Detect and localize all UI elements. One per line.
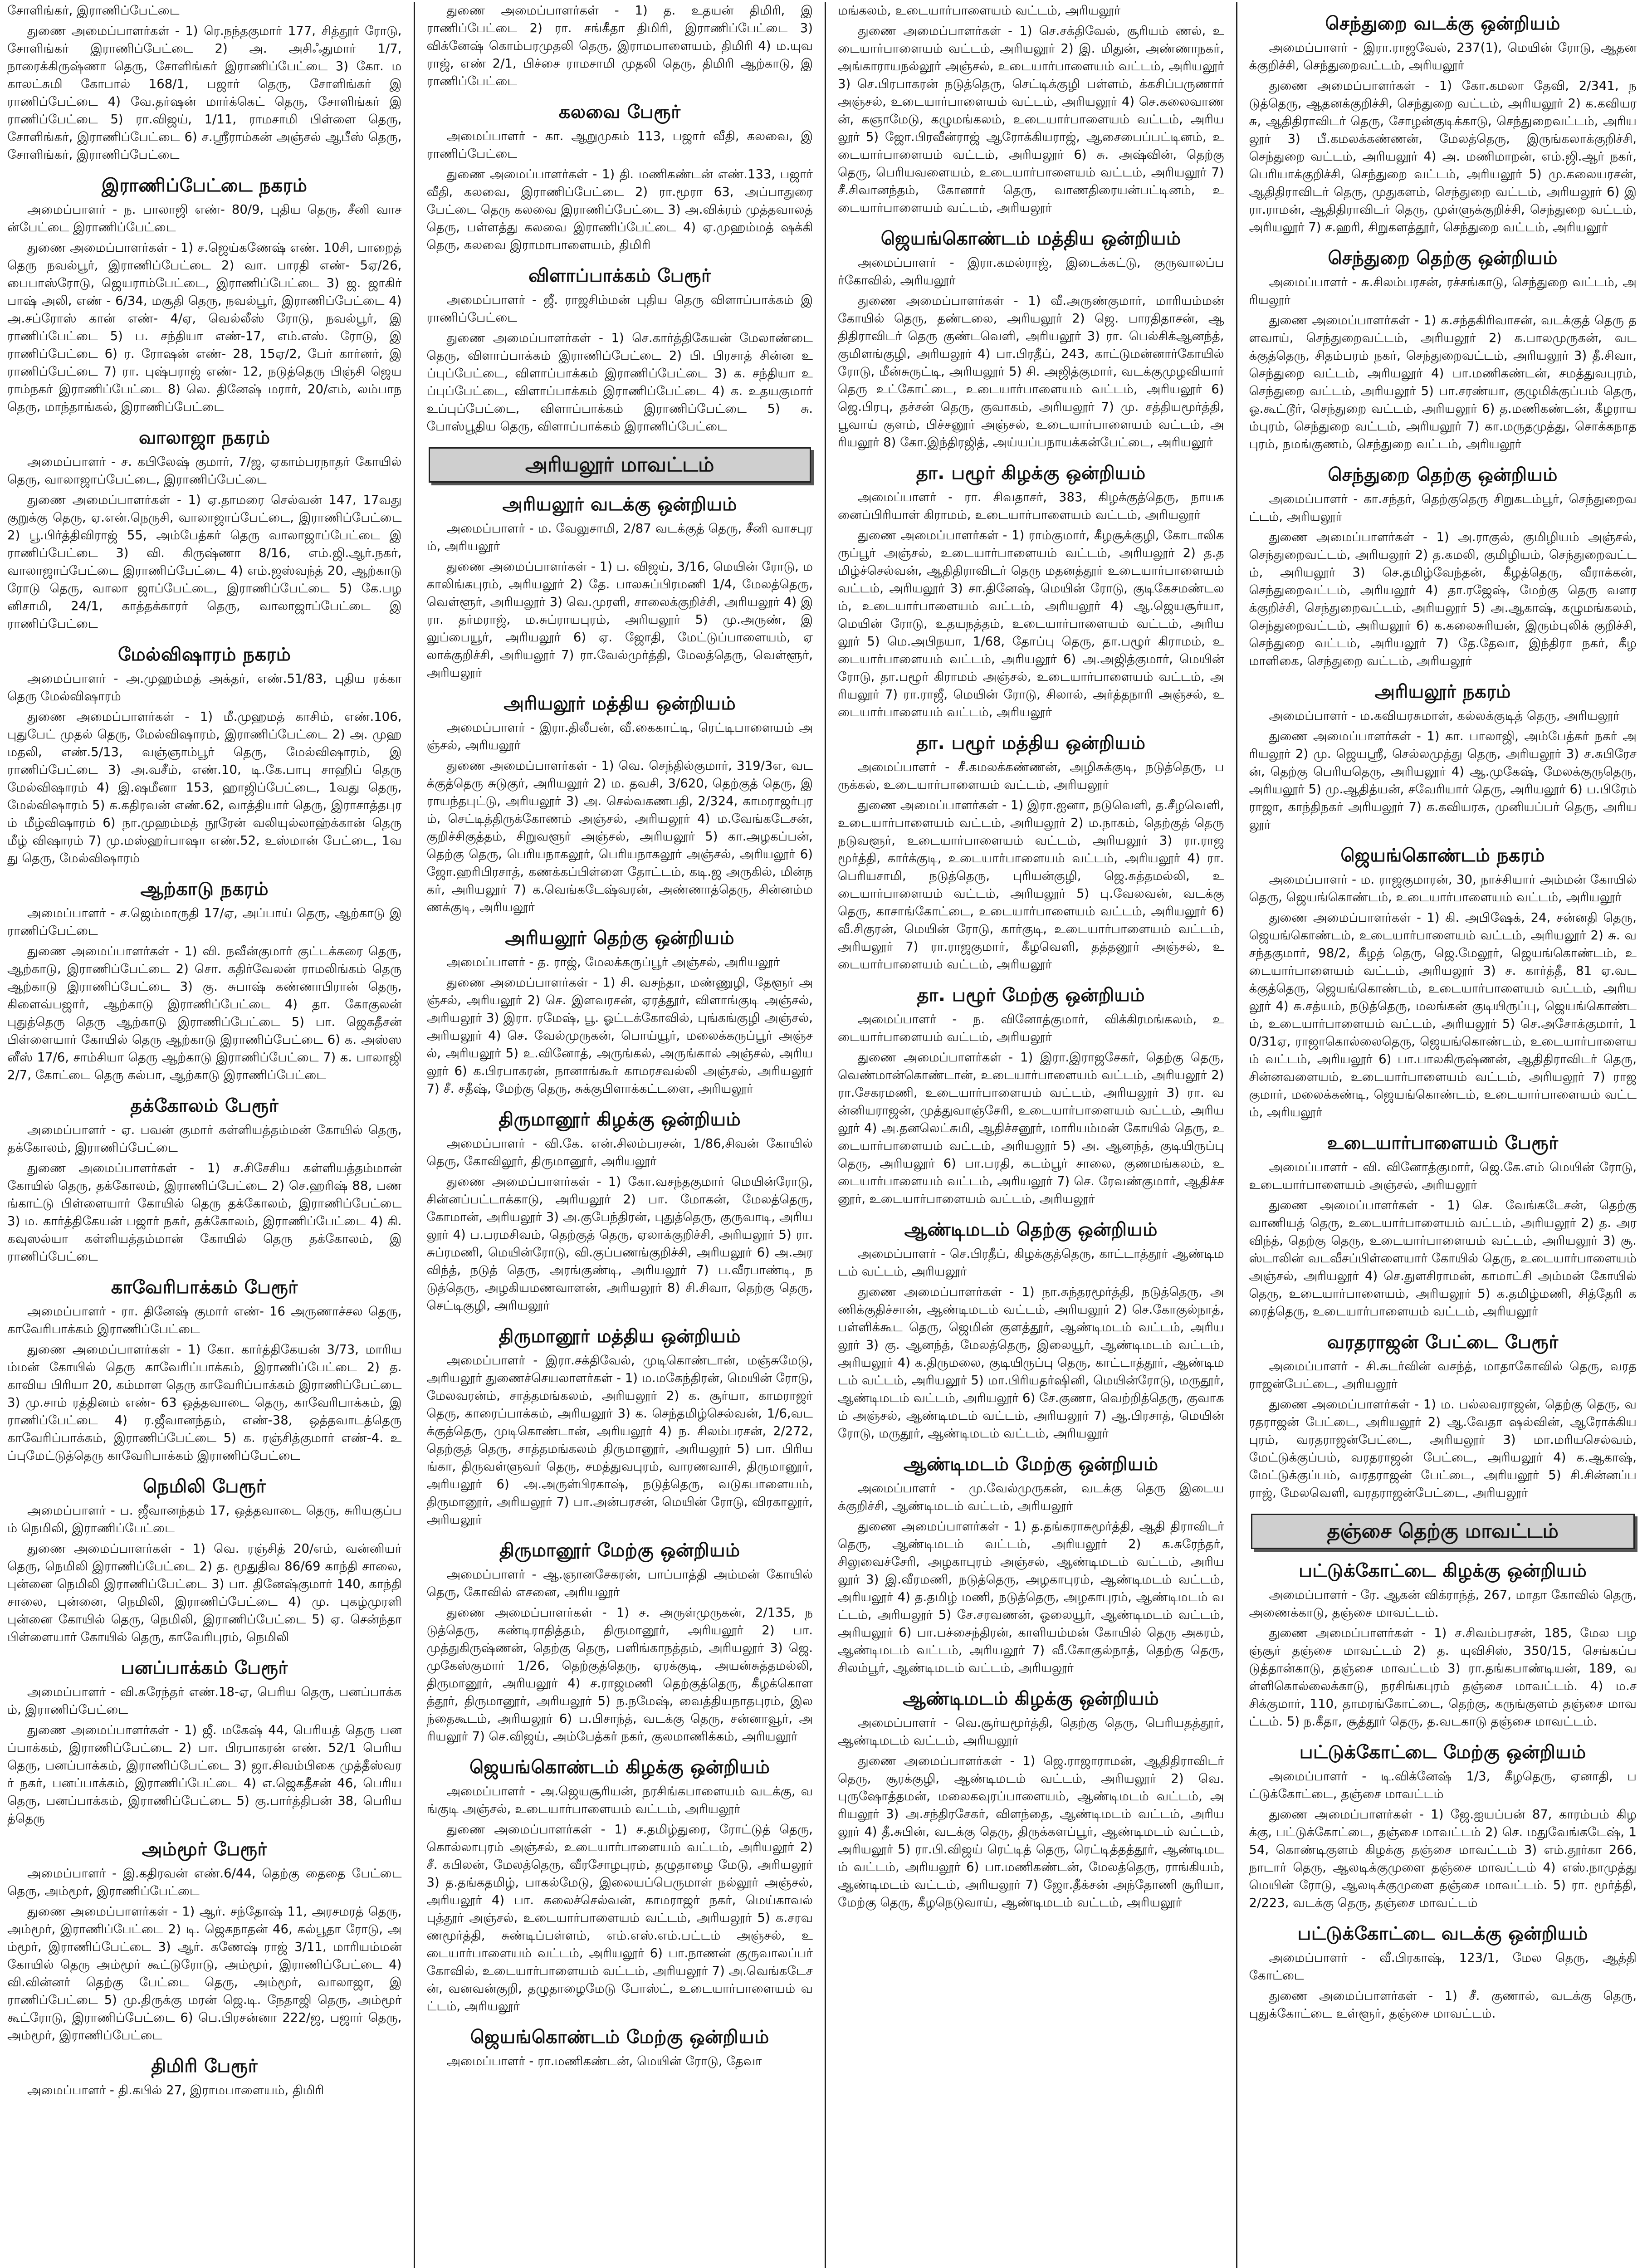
- member-listing: துணை அமைப்பாளர்கள் - 1) க.சந்தகிரிவாசன், வடக்குத் தெரு தளவாய், செந்துறைவட்டம், அரியலூர் 2) க.பாலமுருகன், வடக்குத்தெரு, சிதம்பரம் நகர், செந்துறைவட்டம், அரியலூர் 3) தீ.சிவா, செந்துறை வட்டம், அரியலூர் 4) பா.மணிகண்டன், சமத்துவபுரம், செந்துறை வட்டம், அரியலூர் 5) பா.சரண்யா, குழுமிக்குப்பம் தெரு, ஓ.கூட்டூர், செந்துறை வட்டம், அரியலூர் 6) த.மணிகண்டன், கீழராயம்புரம், செந்துறை வட்டம், அரியலூர் 7) கா.மருதமுத்து, சொக்கநாதபுரம், நமங்குணம், செந்துறை வட்டம், அரியலூர்: [1249, 313, 1637, 451]
- section-heading: திமிரி பேரூர்: [151, 2056, 258, 2077]
- member-listing: துணை அமைப்பாளர்கள் - 1) வி. நவீன்குமார் குட்டக்கரை தெரு, ஆற்காடு, இராணிப்பேட்டை 2) சொ. கதிர்வேலன் ராமலிங்கம் தெரு ஆற்காடு இராணிப்பேட்டை 3) கு. சுபாஷ் கண்ணாபிரான் தெரு, கிளைவ்பஜார், ஆற்காடு இராணிப்பேட்டை 4) தா. கோகுலன் புதுத்தெரு தெரு ஆற்காடு இராணிப்பேட்டை 5) பா. ஜெகதீசன் பிள்ளையார் கோயில் தெரு ஆற்காடு இராணிப்பேட்டை 6) க. அஸ்ஸனீஸ் 17/6, சாம்சியா தெரு ஆற்காடு இராணிப்பேட்டை 7) க. பாலாஜி 2/7, கோட்டை தெரு கல்பா, ஆற்காடு இராணிப்பேட்டை: [7, 944, 402, 1082]
- member-listing: துணை அமைப்பாளர்கள் - 1) செ.சக்திவேல், சூரியம் ணல், உடையார்பாளையம் வட்டம், அரியலூர் 2) இ. மிதுன், அண்ணாநகர், அங்காராயநல்லூர் அஞ்சல், உடையார்பாளையம் வட்டம், அரியலூர் 3) செ.பிரபாகரன் நடுத்தெரு, செட்டிக்குழி பள்ளம், க்கசிப்பருணார் அஞ்சல், உடையார்பாளையம் வட்டம், அரியலூர் 4) செ.கலைவாணன், கஞாமேடு, கழுமங்கலம், உடையார்பாளையம் வட்டம், அரியலூர் 5) ஜோ.பிரவீன்ராஜ் ஆரோக்கியராஜ், ஆசைபைப்பட்டினம், உடையார்பாளையம் வட்டம், அரியலூர் 6) சு. அஷ்வின், தெற்கு தெரு, பெரியவளையம், உடையார்பாளையம் வட்டம், அரியலூர் 7) சீ.சிவானந்தம், கோனார் தெரு, வாணதிரையன்பட்டினம், உடையார்பாளையம் வட்டம், அரியலூர்: [838, 24, 1224, 215]
- column-2: [415, 2, 826, 2268]
- member-listing: அமைப்பாளர் - ம. ராஜகுமாரன், 30, நாச்சியார் அம்மன் கோயில் தெரு, ஜெயங்கொண்டம், உடையார்பாளையம் வட்டம், அரியலூர்: [1249, 872, 1637, 904]
- member-listing: அமைப்பாளர் - இரா.கமல்ராஜ், இடைக்கட்டு, குருவாலப்பர்கோவில், அரியலூர்: [838, 255, 1224, 288]
- section-heading: அம்மூர் பேரூர்: [142, 1839, 267, 1860]
- member-listing: துணை அமைப்பாளர்கள் - 1) ஏ.தாமரை செல்வன் 147, 17வது குறுக்கு தெரு, ஏ.என்.நெருசி, வாலாஜாப்பேட்டை, இராணிப்பேட்டை 2) பூ.பிர்த்திவிராஜ் 55, அம்பேத்கர் தெரு வாலாஜாப்பேட்டை இராணிப்பேட்டை 3) வி. கிருஷ்ணா 8/16, எம்.ஜி.ஆர்.நகர், வாலாஜாப்பேட்டை இராணிப்பேட்டை 4) எம்.ஜஸ்வந்த் 20, ஆற்காடு ரோடு தெரு, வாலா ஜாப்பேட்டை, இராணிப்பேட்டை 5) கே.பழனிசாமி, 24/1, காத்தக்காரர் தெரு, வாலாஜாப்பேட்டை இராணிப்பேட்டை: [7, 493, 402, 631]
- member-listing: துணை அமைப்பாளர்கள் - 1) வெ. ரஞ்சித் 20/எம், வன்னியர் தெரு, நெமிலி இராணிப்பேட்டை 2) த. மூதுதிவ 86/69 காந்தி சாலை, புன்னை நெமிலி இராணிப்பேட்டை 3) பா. தினேஷ்குமார் 140, காந்தி சாலை, புன்னை, நெமிலி, இராணிப்பேட்டை 4) மு. புகழ்முரளி புன்னை கோயில் தெரு, நெமிலி, இராணிப்பேட்டை 5) ஏ. சென்ந்தா பிள்ளையார் கோயில் தெரு, காவேரிபுரம், நெமிலி: [7, 1541, 402, 1644]
- member-listing: துணை அமைப்பாளர்கள் - 1) அ.ராகுல், குமிழியம் அஞ்சல், செந்துறைவட்டம், அரியலூர் 2) த.கமலி, குமிழியம், செந்துறைவட்டம், அரியலூர் 3) செ.தமிழ்வேந்தன், கீழத்தெரு, வீராக்கன், செந்துறைவட்டம், அரியலூர் 4) தா.ரஜேஷ், மேற்கு தெரு வளரக்குறிச்சி, செந்துறைவட்டம், அரியலூர் 5) அ.ஆகாஷ், கழுமங்கலம், செந்துறைவட்டம், அரியலூர் 6) க.கலைசுரியன், இரும்புலிக் குறிச்சி, செந்துறை வட்டம், அரியலூர் 7) தே.தேவா, இந்திரா நகர், கீழமாளிகை, செந்துறை வட்டம், அரியலூர்: [1249, 530, 1637, 668]
- section-heading: ஆண்டிமடம் தெற்கு ஒன்றியம்: [904, 1219, 1158, 1240]
- column-4: [1237, 2, 1649, 2268]
- member-listing: துணை அமைப்பாளர்கள் - 1) இரா.ஐனா, நடுவெளி, த.சீழவெளி, உடையார்பாளையம் வட்டம், அரியலூர் 2) ம.நாகம், தெற்குத் தெரு நடுவளூர், உடையார்பாளையம் வட்டம், அரியலூர் 3) ரா.ராஜமூர்த்தி, கார்க்குடி, உடையார்பாளையம் வட்டம், அரியலூர் 4) ரா.பெரியசாமி, நடுத்தெரு, புரியன்குழி, ஜெ.சுத்தமல்லி, உடையார்பாளையம் வட்டம், அரியலூர் 5) பு.வேலவன், வடக்கு தெரு, காசாங்கோட்டை, உடையார்பாளையம் வட்டம், அரியலூர் 6) வீ.சிகுரன், மெயின் ரோடு, கார்குடி, உடையார்பாளையம் வட்டம், அரியலூர் 7) ரா.ராஜகுமார், கீழவெளி, தத்தனூர் அஞ்சல், உடையார்பாளையம் வட்டம், அரியலூர்: [838, 798, 1224, 972]
- member-listing: அமைப்பாளர் - மு.வேல்முருகன், வடக்கு தெரு இடையக்குறிச்சி, ஆண்டிமடம் வட்டம், அரியலூர்: [838, 1481, 1224, 1513]
- member-listing: அமைப்பாளர் - ரா. தினேஷ் குமார் எண்- 16 அருணாச்சல தெரு, காவேரிபாக்கம் இராணிப்பேட்டை: [7, 1304, 402, 1336]
- member-listing: துணை அமைப்பாளர்கள் - 1) செ. வேங்கடேசன், தெற்கு வாணியத் தெரு, உடையார்பாளையம் வட்டம், அரியலூர் 2) த. அரவிந்த், தெற்கு தெரு, உடையார்பாளையம் வட்டம், அரியலூர் 3) சூ.ஸ்டாலின் வடவீசப்பிள்ளையார் கோயில் தெரு, உடையார்பாளையம் அஞ்சல், அரியலூர் 4) செ.துளசிராமன், காமாட்சி அம்மன் கோயில் தெரு, உடையார்பாளையம், அரியலூர் 5) க.தமிழ்மணி, சித்தேரி கரைத்தெரு, உடையார்பாளையம் வட்டம், அரியலூர்: [1249, 1198, 1637, 1319]
- member-listing: துணை அமைப்பாளர்கள் - 1) கி. அபிஷேக், 24, சன்னதி தெரு, ஜெயங்கொண்டம், உடையார்பாளையம் வட்டம், அரியலூர் 2) சு. வசந்தகுமார், 98/2, கீழத் தெரு, ஜெ.மேலூர், ஜெயங்கொண்டம், உடையார்பாளையம் வட்டம், அரியலூர் 3) ச. கார்த்தீ, 81 ஏ.வடக்குத்தெரு, ஜெயங்கொண்டம், உடையார்பாளையம் வட்டம், அரியலூர் 4) சு.சத்யம், நடுத்தெரு, மலங்கன் குடியிருப்பு, ஜெயங்கொண்டம், உடையார்பாளையம் வட்டம், அரியலூர் 5) செ.அசோக்குமார், 10/31ஏ, ராஜாகொல்லைதெரு, ஜெயங்கொண்டம், உடையார்பாளையம் வட்டம், அரியலூர் 6) பா.பாலகிருஷ்ணன், ஆதிதிராவிடர் தெரு, சின்னவளையம், உடையார்பாளையம் வட்டம், அரியலூர் 7) ராஜகுமார், மலைக்கண்டி, ஜெயங்கொண்டம், உடையார்பாளையம் வட்டம், அரியலூர்: [1249, 910, 1637, 1119]
- member-listing: அமைப்பாளர் - ம. வேலுசாமி, 2/87 வடக்குத் தெரு, சீனி வாசபுரம், அரியலூர்: [426, 521, 813, 553]
- section-heading: பட்டுக்கோட்டை மேற்கு ஒன்றியம்: [1299, 1742, 1586, 1763]
- section-heading: ஜெயங்கொண்டம் கிழக்கு ஒன்றியம்: [469, 1757, 770, 1778]
- member-listing: அமைப்பாளர் - கா.சந்தர், தெற்குதெரு சிறுகடம்பூர், செந்துறைவட்டம், அரியலூர்: [1249, 492, 1637, 524]
- section-heading: ஆண்டிமடம் மேற்கு ஒன்றியம்: [903, 1454, 1158, 1475]
- section-heading: தா. பழூர் கிழக்கு ஒன்றியம்: [916, 463, 1146, 484]
- section-heading: திருமானூர் மேற்கு ஒன்றியம்: [499, 1540, 740, 1561]
- member-listing: துணை அமைப்பாளர்கள் - 1) சீ. குணால், வடக்கு தெரு, புதுக்கோட்டை உள்ளூர், தஞ்சை மாவட்டம்.: [1249, 1989, 1637, 2021]
- member-listing: துணை அமைப்பாளர்கள் - 1) த.தங்கராசுமூர்த்தி, ஆதி திராவிடர் தெரு, ஆண்டிமடம் வட்டம், அரியலூர் 2) க.சுரேந்தர், சிலுவைச்சேரி, அழகாபுரம் அஞ்சல், ஆண்டிமடம் வட்டம், அரியலூர் 3) இ.வீரமணி, நடுத்தெரு, அழகாபுரம், ஆண்டிமடம் வட்டம், அரியலூர் 4) த.தமிழ் மணி, நடுத்தெரு, அழகாபுரம், ஆண்டிமடம் வட்டம், அரியலூர் 5) சே.சரவணன், ஓலையூர், ஆண்டிமடம் வட்டம், அரியலூர் 6) பா.பச்சைந்திரன், காளியம்மன் கோயில் தெரு அகரம், ஆண்டிமடம் வட்டம், அரியலூர் 7) வீ.கோகுல்நாத், தெற்கு தெரு, சிலம்பூர், ஆண்டிமடம் வட்டம், அரியலூர்: [838, 1519, 1224, 1675]
- member-listing: துணை அமைப்பாளர்கள் - 1) சி. வசந்தா, மண்ணுழி, தேளூர் அஞ்சல், அரியலூர் 2) செ. இளவரசன், ஏரத்தூர், விளாங்குடி அஞ்சல், அரியலூர் 3) இரா. ரமேஷ், பூ. ஓட்டக்கோவில், புங்கங்குழி அஞ்சல், அரியலூர் 4) செ. வேல்முருகன், பொய்யூர், மலைக்கருப்பூர் அஞ்சல், அரியலூர் 5) உ.வினோத், அருங்கல், அருங்கால் அஞ்சல், அரியலூர் 6) க.பிரபாகரன், நானாங்கூர் காமரசவல்லி அஞ்சல், அரியலூர் 7) சீ. சதீஷ், மேற்கு தெரு, சுக்குபிளாக்கட்டளை, அரியலூர்: [426, 975, 813, 1096]
- section-heading: அரியலூர் நகரம்: [1374, 681, 1511, 702]
- member-listing: துணை அமைப்பாளர்கள் - 1) வீ.அருண்குமார், மாரியம்மன் கோயில் தெரு, தண்டலை, அரியலூர் 2) ஜெ. பாரதிதாசன், ஆதிதிராவிடர் தெரு குண்டவெளி, அரியலூர் 3) ரா. பெல்சிக்ஆனந்த், குமிளங்குழி, அரியலூர் 4) பா.பிரதீப், 243, காட்டுமன்னார்கோயில் ரோடு, மீன்சுருட்டி, அரியலூர் 5) சி. அஜித்குமார், வடக்குமுழவியார் தெரு உட்கோட்டை, உடையார்பாளையம் வட்டம், அரியலூர் 6) ஜெ.பிரபு, தச்சன் தெரு, குவாகம், அரியலூர் 7) மு. சத்தியமூர்த்தி, பூவாய் குளம், பிச்சனூர் அஞ்சல், உடையார்பாளையம் வட்டம், அரியலூர் 8) கோ.இந்திரஜித், அய்யப்பநாயக்கன்பேட்டை, அரியலூர்: [838, 293, 1224, 450]
- member-listing: அமைப்பாளர் - ந. வினோத்குமார், விக்கிரமங்கலம், உடையார்பாளையம் வட்டம், அரியலூர்: [838, 1012, 1224, 1044]
- member-listing: அமைப்பாளர் - இரா.ராஜவேல், 237(1), மெயின் ரோடு, ஆதனக்குறிச்சி, செந்துறைவட்டம், அரியலூர்: [1249, 40, 1637, 73]
- member-listing: துணை அமைப்பாளர்கள் - 1) கா. பாலாஜி, அம்பேத்கர் நகர் அரியலூர் 2) மு. ஜெயஸ்ரீ, செல்லமுத்து தெரு, அரியலூர் 3) ச.சுபிரேசன், தெற்கு பெரியதெரு, அரியலூர் 4) ஆ.முகேஷ், மேலக்குருதெரு, அரியலூர் 5) மு.ஆதித்யன், சவேரியார் தெரு, அரியலூர் 6) ப.பிரேம் ராஜா, காந்திநகர் அரியலூர் 7) க.கவியரசு, முனியப்பர் தெரு, அரியலூர்: [1249, 729, 1637, 832]
- member-listing: அமைப்பாளர் - சீ.கமலக்கண்ணன், அழிசுக்குடி, நடுத்தெரு, பருக்கல், உடையார்பாளையம் வட்டம், அரியலூர்: [838, 760, 1224, 792]
- member-listing: மங்கலம், உடையார்பாளையம் வட்டம், அரியலூர்: [838, 3, 1121, 18]
- member-listing: அமைப்பாளர் - த. ராஜ், மேலக்கருப்பூர் அஞ்சல், அரியலூர்: [446, 955, 780, 969]
- section-heading: வாலாஜா நகரம்: [138, 427, 270, 448]
- member-listing: அமைப்பாளர் - சி.சுடர்வின் வசந்த், மாதாகோவில் தெரு, வரதராஜன்பேட்டை, அரியலூர்: [1249, 1359, 1637, 1391]
- section-heading: அரியலூர் தெற்கு ஒன்றியம்: [505, 928, 735, 948]
- section-heading: தா. பழூர் மத்திய ஒன்றியம்: [916, 733, 1146, 753]
- member-listing: அமைப்பாளர் - வி.கே. என்.சிலம்பரசன், 1/86,சிவன் கோயில் தெரு, கோவிலூர், திருமானூர், அரியலூர்: [426, 1136, 813, 1168]
- section-heading: இராணிப்பேட்டை நகரம்: [102, 175, 308, 196]
- section-heading: ஜெயங்கொண்டம் நகரம்: [1340, 845, 1545, 866]
- member-listing: துணை அமைப்பாளர்கள் - 1) ச.தமிழ்துரை, ரோட்டுத் தெரு, கொல்லாபுரம் அஞ்சல், உடையார்பாளையம் வட்டம், அரியலூர் 2) சீ. கபிலன், மேலத்தெரு, வீரசோழபுரம், தழுதாழை மேடு, அரியலூர் 3) த.தங்கதமிழ், பாகல்மேடு, இலையப்பெருமாள் நல்லூர் அஞ்சல், அரியலூர் 4) பா. கலைச்செல்வன், காமராஜர் நகர், மெய்காவல் புத்தூர் அஞ்சல், உடையார்பாளையம் வட்டம், அரியலூர் 5) க.சரவணமூர்த்தி, சுண்டிப்பள்ளம், எம்.எஸ்.எம்.பட்டம் அஞ்சல், உடையார்பாளையம் வட்டம், அரியலூர் 6) பா.நாணன் குருவாலப்பர் கோவில், உடையார்பாளையம் வட்டம், அரியலூர் 7) அ.வெங்கடேசன், வனவன்குறி, தழுதாழைமேடு போஸ்ட், உடையார்பாளையம் வட்டம், அரியலூர்: [426, 1822, 813, 2014]
- member-listing: அமைப்பாளர் - அ.முஹம்மத் அக்தர், எண்.51/83, புதிய ரக்கா தெரு மேல்விஷாரம்: [7, 671, 402, 704]
- member-listing: துணை அமைப்பாளர்கள் - 1) நா.சுந்தரமூர்த்தி, நடுத்தெரு, அணிக்குதிச்சான், ஆண்டிமடம் வட்டம், அரியலூர் 2) செ.கோகுல்நாத், பள்ளிக்கூட தெரு, ஜெமின் குளத்தூர், ஆண்டிமடம் வட்டம், அரியலூர் 3) கு. ஆனந்த், மேலத்தெரு, இலையூர், ஆண்டிமடம் வட்டம், அரியலூர் 4) க.திருமலை, குடியிருப்பு தெரு, காட்டாத்தூர், ஆண்டிமடம் வட்டம், அரியலூர் 5) மா.பிரியதர்ஷினி, மெயின்ரோடு, மருதூர், ஆண்டிமடம் வட்டம், அரியலூர் 6) சே.குணா, வெற்றித்தெரு, குவாகம் அஞ்சல், ஆண்டிமடம் வட்டம், அரியலூர் 7) ஆ.பிரசாத், மெயின் ரோடு, மருதூர், ஆண்டிமடம் வட்டம், அரியலூர்: [838, 1285, 1224, 1441]
- member-listing: துணை அமைப்பாளர்கள் - 1) த. உதயன் திமிரி, இராணிப்பேட்டை 2) ரா. சங்கீதா திமிரி, இராணிப்பேட்டை 3) விக்னேஷ் கொம்பரமுதலி தெரு, இராமபாளையம், திமிரி 4) ம.யுவராஜ், எண் 2/1, பிச்சை ராமசாமி முதலி தெரு, திமிரி ஆற்காடு, இராணிப்பேட்டை: [426, 3, 813, 88]
- member-listing: துணை அமைப்பாளர்கள் - 1) கோ.கமலா தேவி, 2/341, நடுத்தெரு, ஆதனக்குறிச்சி, செந்துறை வட்டம், அரியலூர் 2) க.கவியரசு, ஆதிதிராவிடர் தெரு, சோழன்குடிக்காடு, செந்துறைவட்டம், அரியலூர் 3) பீ.கமலக்கண்ணன், மேலத்தெரு, இருங்கலாக்குறிச்சி, செந்துறை வட்டம், அரியலூர் 4) அ. மணிமாறன், எம்.ஜி.ஆர் நகர், பெரியாக்குறிச்சி, செந்துறை வட்டம், அரியலூர் 5) மு.கலையரசன், ஆதிதிராவிடர் தெரு, முதுகளம், செந்துறை வட்டம், அரியலூர் 6) இரா.ராமன், ஆதிதிராவிடர் தெரு, முள்ளுக்குறிச்சி, செந்துறை வட்டம், அரியலூர் 7) ச.ஹரி, சிறுகளத்தூர், செந்துறை வட்டம், அரியலூர்: [1249, 78, 1637, 235]
- member-listing: அமைப்பாளர் - ம.கவியரசுமாள், கல்லக்குடித் தெரு, அரியலூர்: [1269, 709, 1620, 723]
- member-listing: அமைப்பாளர் - ரா. சிவதாசர், 383, கிழக்குத்தெரு, நாயகனைப்பிரியாள் கிராமம், உடையார்பாளையம் வட்டம், அரியலூர்: [838, 490, 1224, 522]
- column-1: [4, 2, 415, 2268]
- section-heading: பட்டுக்கோட்டை வடக்கு ஒன்றியம்: [1297, 1923, 1588, 1944]
- member-listing: அமைப்பாளர் - தி.கபில் 27, இராமபாளையம், திமிரி: [27, 2083, 324, 2097]
- member-listing: அமைப்பாளர் - ந. பாலாஜி எண்- 80/9, புதிய தெரு, சீனி வாசன்பேட்டை இராணிப்பேட்டை: [7, 202, 402, 235]
- member-listing: துணை அமைப்பாளர்கள் - 1) ப. விஜய், 3/16, மெயின் ரோடு, மகாலிங்கபுரம், அரியலூர் 2) தே. பாலசுப்பிரமணி 1/4, மேலத்தெரு, வெள்ளூர், அரியலூர் 3) வெ.முரளி, சாலைக்குறிச்சி, அரியலூர் 4) இரா. தர்மராஜ், ம.சுப்ராயபுரம், அரியலூர் 5) மு.அருண், இலுப்பையூர், அரியலூர் 6) ஏ. ஜோதி, மேட்டுப்பாளையம், ஏலாக்குறிச்சி, அரியலூர் 7) ரா.வேல்முர்த்தி, மேலத்தெரு, வெள்ளூர், அரியலூர்: [426, 559, 813, 680]
- member-listing: துணை அமைப்பாளர்கள் - 1) ராம்குமார், கீழசூக்குழி, கோடாலிகருப்பூர் அஞ்சல், உடையார்பாளையம் வட்டம், அரியலூர் 2) த.தமிழ்ச்செல்வன், ஆதிதிராவிடர் தெரு மதனத்தூர் உடையார்பாளையம் வட்டம், அரியலூர் 3) சா.தினேஷ், மெயின் ரோடு, குடிகேசமண்டலம், உடையார்பாளையம் வட்டம், அரியலூர் 4) ஆ.ஜெயசூர்யா, மெயின் ரோடு, உதயநத்தம், உடையார்பாளையம் வட்டம், அரியலூர் 5) மெ.அபிநயா, 1/68, தோப்பு தெரு, தா.பழூர் கிராமம், உடையார்பாளையம் வட்டம், அரியலூர் 6) அ.அஜித்குமார், மெயின் ரோடு, தா.பழூர் கிராமம் அஞ்சல், உடையார்பாளையம் வட்டம், அரியலூர் 7) ரா.ராஜீ, மெயின் ரோடு, சிலால், அர்த்தநாரி அஞ்சல், உடையார்பாளையம் வட்டம், அரியலூர்: [838, 528, 1224, 719]
- member-listing: துணை அமைப்பாளர்கள் - 1) ஜே.ஐயப்பன் 87, காரம்பம் கிழக்கு, பட்டுக்கோட்டை, தஞ்சை மாவட்டம் 2) செ. மதுவேங்கடேஷ், 154, கொண்டிகுளம் கிழக்கு தஞ்சை மாவட்டம் 3) எம்.தூர்கா 266, நாடார் தெரு, ஆலடிக்குமுளை தஞ்சை மாவட்டம் 4) எஸ்.நாமுத்து மெயின் ரோடு, ஆலடிக்குமுளை தஞ்சை மாவட்டம். 5) ரா. மூர்த்தி, 2/223, வடக்கு தெரு, தஞ்சை மாவட்டம்: [1249, 1807, 1637, 1910]
- member-listing: அமைப்பாளர் - கா. ஆறுமுகம் 113, பஜார் வீதி, கலவை, இராணிப்பேட்டை: [426, 129, 813, 161]
- section-heading: செந்துறை தெற்கு ஒன்றியம்: [1328, 248, 1558, 269]
- member-listing: துணை அமைப்பாளர்கள் - 1) மீ.முஹமத் காசிம், எண்.106, புதுபேட் முதல் தெரு, மேல்விஷாரம், இராணிப்பேட்டை 2) அ. முஹமதலி, எண்.5/13, வஞ்ஞாம்பூர் தெரு, மேல்விஷாரம், இராணிப்பேட்டை 3) அ.வசீம், எண்.10, டி.கே.பாபு சாஹிப் தெரு மேல்விஷாரம் 4) இ.ஷமீனா 153, ஹாஜிப்பேட்டை, 1வது தெரு, மேல்விஷாரம் 5) க.கதிரவன் எண்.62, வாத்தியார் தெரு, இராசாத்தபுரம் மீழ்விஷாரம் 6) நா.முஹம்மத் நூரேன் வலியுல்லாஹ்க்கான் தெரு மீழ் விஷாரம் 7) மு.மஸ்ஹர்பாஷா எண்.52, உஸ்மான் பேட்டை, 1வது தெரு, மேல்விஷாரம்: [7, 709, 402, 865]
- member-listing: அமைப்பாளர் - டி.விக்னேஷ் 1/3, கீழதெரு, ஏனாதி, பட்டுக்கோட்டை, தஞ்சை மாவட்டம்: [1249, 1769, 1637, 1801]
- section-heading: உடையார்பாளையம் பேரூர்: [1327, 1133, 1559, 1154]
- member-listing: துணை அமைப்பாளர்கள் - 1) ஜீ. மகேஷ் 44, பெரியத் தெரு பனப்பாக்கம், இராணிப்பேட்டை 2) பா. பிரபாகரன் எண். 52/1 பெரிய தெரு, பனப்பாக்கம், இராணிப்பேட்டை 3) ஜா.சிவம்பிகை முத்தீஸ்வரர் நகர், பனப்பாக்கம், இராணிப்பேட்டை 4) எ.ஜெகதீசன் 46, பெரிய தெரு, பனப்பாக்கம், இராணிப்பேட்டை 5) கு.பார்த்திபன் 38, பெரியத்தெரு: [7, 1723, 402, 1826]
- member-listing: துணை அமைப்பாளர்கள் - 1) வெ. செந்தில்குமார், 319/3எ, வடக்குத்தெரு சுடுகுர், அரியலூர் 2) ம. தவசி, 3/620, தெற்குத் தெரு, இராயந்தபுட்டு, அரியலூர் 3) அ. செல்வகணபதி, 2/324, காமராஜர்புரம், செட்டித்திருக்கோணம் அஞ்சல், அரியலூர் 4) ம.வேங்கடேசன், குறிச்சிகுத்தம், சிறுவளூர் அஞ்சல், அரியலூர் 5) கா.அழகப்பன், தெற்கு தெரு, பெரியநாகலூர், பெரியநாகலூர் அஞ்சல், அரியலூர் 6) ஜோ.ஹரிபிரசாத், கணக்கப்பிள்ளை தோட்டம், கடி.ஜ அருகில், மின்நகர், அரியலூர் 7) க.வெங்கடேஷ்வரன், அண்ணாத்தெரு, சின்னம்மணக்குடி, அரியலூர்: [426, 758, 813, 914]
- member-listing: அமைப்பாளர் - வி.சுரேந்தர் எண்.18-ஏ, பெரிய தெரு, பனப்பாக்கம், இராணிப்பேட்டை: [7, 1685, 402, 1717]
- section-heading: அரியலூர் வடக்கு ஒன்றியம்: [502, 494, 737, 515]
- member-listing: அமைப்பாளர் - வெ.சூர்யமூர்த்தி, தெற்கு தெரு, பெரியதத்தூர், ஆண்டிமடம் வட்டம், அரியலூர்: [838, 1716, 1224, 1748]
- section-heading: தக்கோலம் பேரூர்: [130, 1095, 279, 1116]
- member-listing: துணை அமைப்பாளர்கள் - 1) இரா.இராஜசேகர், தெற்கு தெரு, வெண்மான்கொண்டான், உடையார்பாளையம் வட்டம், அரியலூர் 2) ரா.சேகரமணி, உடையார்பாளையம் வட்டம், அரியலூர் 3) ரா. வன்னியராஜன், முத்துவாஞ்சேரி, உடையார்பாளையம் வட்டம், அரியலூர் 4) அ.தனலெட்சுமி, ஆதிச்சனூர், மாரியம்மன் கோயில் தெரு, உடையார்பாளையம் வட்டம், அரியலூர் 5) அ. ஆனந்த், குடியிருப்பு தெரு, அரியலூர் 6) பா.பரதி, கடம்பூர் சாலை, குணமங்கலம், உடையார்பாளையம் வட்டம், அரியலூர் 7) செ. ரேவண்குமார், ஆதிச்சனூர், உடையார்பாளையம் வட்டம், அரியலூர்: [838, 1050, 1224, 1206]
- member-listing: துணை அமைப்பாளர்கள் - 1) ஜெ.ராஜாராமன், ஆதிதிராவிடர் தெரு, சூரக்குழி, ஆண்டிமடம் வட்டம், அரியலூர் 2) வெ.புருஷோத்தமன், மலைகவுரப்பாளையம், ஆண்டிமடம் வட்டம், அரியலூர் 3) அ.சந்திரசேகர், விளந்தை, ஆண்டிமடம் வட்டம், அரியலூர் 4) தீ.சுபின், வடக்கு தெரு, திருக்களப்பூர், ஆண்டிமடம் வட்டம், அரியலூர் 5) ரா.பி.விஜய் ரெட்டித் தெரு, ரெட்டித்தத்தூர், ஆண்டிமடம் வட்டம், அரியலூர் 6) பா.மணிகண்டன், மேலத்தெரு, ராங்கியம், ஆண்டிமடம் வட்டம், அரியலூர் 7) ஜோ.தீக்சன் அந்தோணி சூரியா, மேற்கு தெரு, கீழநெடுவாய், ஆண்டிமடம் வட்டம், அரியலூர்: [838, 1754, 1224, 1910]
- member-listing: அமைப்பாளர் - ச.ஜெம்மாருதி 17/ஏ, அப்பாய் தெரு, ஆற்காடு இராணிப்பேட்டை: [7, 906, 402, 938]
- section-heading: பனப்பாக்கம் பேரூர்: [121, 1657, 288, 1678]
- member-listing: அமைப்பாளர் - ரா.மணிகண்டன், மெயின் ரோடு, தேவா: [446, 2054, 762, 2068]
- section-heading: காவேரிபாக்கம் பேரூர்: [111, 1277, 298, 1298]
- member-listing: துணை அமைப்பாளர்கள் - 1) ச.சிவம்பரசன், 185, மேல பழஞ்சூர் தஞ்சை மாவட்டம் 2) த. யுவிசிஸ், 350/15, செங்கப்படுத்தான்காடு, தஞ்சை மாவட்டம் 3) ரா.தங்கபாண்டியன், 189, வள்ளிகொல்லைக்காடு, நரசிங்கபுரம் தஞ்சை மாவட்டம். 4) ம.சசிக்குமார், 110, தாமரங்கோட்டை, தெற்கு, கருங்குளம் தஞ்சை மாவட்டம். 5) ந.கீதா, சூத்தூர் தெரு, த.வடகாடு தஞ்சை மாவட்டம்.: [1249, 1626, 1637, 1729]
- section-heading: தா. பழூர் மேற்கு ஒன்றியம்: [917, 985, 1145, 1006]
- member-listing: துணை அமைப்பாளர்கள் - 1) ச.சிசேசிய கள்ளியத்தம்மான் கோயில் தெரு, தக்கோலம், இராணிப்பேட்டை 2) செ.ஹரிஷ் 88, பணங்காட்டு பிள்ளையார் கோயில் தெரு தக்கோலம், இராணிப்பேட்டை 3) ம. கார்த்திகேயன் பஜார் நகர், தக்கோலம், இராணிப்பேட்டை 4) கி.கவுஸல்யா கள்ளியத்தம்மான் கோயில் தெரு தக்கோலம், இராணிப்பேட்டை: [7, 1161, 402, 1264]
- member-listing: அமைப்பாளர் - இ.கதிரவன் எண்.6/44, தெற்கு தைதை பேட்டை தெரு, அம்மூர், இராணிப்பேட்டை: [7, 1866, 402, 1898]
- section-heading: செந்துறை வடக்கு ஒன்றியம்: [1325, 13, 1560, 34]
- column-3: [826, 2, 1237, 2268]
- member-listing: துணை அமைப்பாளர்கள் - 1) ஆர். சந்தோஷ் 11, அரசமரத் தெரு, அம்மூர், இராணிப்பேட்டை 2) டி. ஜெகநாதன் 46, கல்பூதா ரோடு, அம்மூர், இராணிப்பேட்டை 3) ஆர். கணேஷ் ராஜ் 3/11, மாரியம்மன் கோயில் தெரு அம்மூர் கூட்டுரோடு, அம்மூர், இராணிப்பேட்டை 4) வி.வின்னர் தெற்கு பேட்டை தெரு, அம்மூர், வாலாஜா, இராணிப்பேட்டை 5) மு.திருக்கு மரன் ஜெ.டி. நேதாஜி தெரு, அம்மூர் கூட்ரோடு, இராணிப்பேட்டை 6) பெ.பிரசன்னா 222/ஜ, பஜார் தெரு, அம்மூர், இராணிப்பேட்டை: [7, 1904, 402, 2043]
- section-heading: வரதராஜன் பேட்டை பேரூர்: [1327, 1332, 1559, 1353]
- section-heading: மேல்விஷாரம் நகரம்: [118, 644, 291, 665]
- section-heading: அரியலூர் மத்திய ஒன்றியம்: [503, 693, 736, 714]
- section-heading: பட்டுக்கோட்டை கிழக்கு ஒன்றியம்: [1299, 1560, 1587, 1581]
- member-listing: அமைப்பாளர் - ரே. ஆகன் விக்ராந்த், 267, மாதா கோவில் தெரு, அணைக்காடு, தஞ்சை மாவட்டம்.: [1249, 1588, 1637, 1620]
- section-heading: விளாப்பாக்கம் பேரூர்: [528, 265, 711, 286]
- member-listing: அமைப்பாளர் - சு.சிலம்பரசன், ரச்சங்காடு, செந்துறை வட்டம், அரியலூர்: [1249, 275, 1637, 307]
- member-listing: அமைப்பாளர் - செ.பிரதீப், கிழக்குத்தெரு, காட்டாத்தூர் ஆண்டிமடம் வட்டம், அரியலூர்: [838, 1246, 1224, 1279]
- section-heading: கலவை பேரூர்: [558, 102, 681, 122]
- district-banner: தஞ்சை தெற்கு மாவட்டம்: [1251, 1514, 1635, 1549]
- member-listing: அமைப்பாளர் - இரா.திலீபன், வீ.கைகாட்டி, ரெட்டிபாளையம் அஞ்சல், அரியலூர்: [426, 720, 813, 753]
- member-listing: அமைப்பாளர் - வி. வினோத்குமார், ஜெ.கே.எம் மெயின் ரோடு, உடையார்பாளையம் அஞ்சல், அரியலூர்: [1249, 1160, 1637, 1192]
- member-listing: அமைப்பாளர் - ஜீ. ராஜசிம்மன் புதிய தெரு விளாப்பாக்கம் இராணிப்பேட்டை: [426, 293, 813, 325]
- member-listing: சோளிங்கர், இராணிப்பேட்டை: [7, 3, 180, 18]
- member-listing: அமைப்பாளர் - அ.ஜெயசூரியன், நரசிங்கபாளையம் வடக்கு, வங்குடி அஞ்சல், உடையார்பாளையம் வட்டம், அரியலூர்: [426, 1784, 813, 1816]
- member-listing: துணை அமைப்பாளர்கள் - 1) ச.ஜெய்கணேஷ் எண். 10சி, பாறைத் தெரு நவல்பூர், இராணிப்பேட்டை 2) வா. பாரதி எண்- 5ஏ/26, பைபாஸ்ரோடு, ஜெயராம்பேட்டை, இராணிப்பேட்டை 3) ஜ. ஜாகிர் பாஷ் அலி, எண் - 6/34, மசூதி தெரு, நவல்பூர், இராணிப்பேட்டை 4) அ.சப்ரோஸ் கான் எண்- 4/ஏ, வெல்லீஸ் ரோடு, நவல்பூர், இராணிப்பேட்டை 5) ப. சந்தியா எண்-17, எம்.எஸ். ரோடு, இராணிப்பேட்டை 6) ர. ரோஷன் எண்- 28, 15ஏ/2, பேர் கார்னர், இராணிப்பேட்டை 7) ரா. புஷ்பராஜ் எண்- 12, நடுத்தெரு பிஞ்சி ஜெயராம்நகர் இராணிப்பேட்டை 8) லெ. தினேஷ் மரார், 20/எம், லம்பாநதெரு, மாந்தாங்கல், இராணிப்பேட்டை: [7, 240, 402, 414]
- member-listing: துணை அமைப்பாளர்கள் - 1) தி. மணிகண்டன் எண்.133, பஜார் வீதி, கலவை, இராணிப்பேட்டை 2) ரா.மூரா 63, அப்பாதுரை பேட்டை தெரு கலவை இராணிப்பேட்டை 3) அ.விக்ரம் முத்தவாலத் தெரு, பள்ளத்து கலவை இராணிப்பேட்டை 4) ஏ.முஹம்மத் ஷக்கி தெரு, கலவை இராமாபாளையம், திமிரி: [426, 167, 813, 252]
- member-listing: துணை அமைப்பாளர்கள் - 1) செ.கார்த்திகேயன் மேலாண்டை தெரு, விளாப்பாக்கம் இராணிப்பேட்டை 2) பி. பிரசாத் சின்ன உப்புப்பேட்டை, விளாப்பாக்கம் இராணிப்பேட்டை 3) க. சந்தியா உப்புப்பேட்டை, விளாப்பாக்கம் இராணிப்பேட்டை 4) க. உதயகுமார் உப்புப்பேட்டை, விளாப்பாக்கம் இராணிப்பேட்டை 5) சு. போஸ்பூதிய தெரு, விளாப்பாக்கம் இராணிப்பேட்டை: [426, 331, 813, 434]
- member-listing: துணை அமைப்பாளர்கள் - 1) ச. அருள்முருகன், 2/135, நடுத்தெரு, கண்டிராதித்தம், திருமானூர், அரியலூர் 2) பா.முத்துகிருஷ்ணன், தெற்கு தெரு, பளிங்காநத்தம், அரியலூர் 3) ஜெ. முகேஸ்குமார் 1/26, தெற்குத்தெரு, ஏரக்குடி, அயன்சுத்தமல்லி, திருமானூர், அரியலூர் 4) ச.ராஜமணி தெற்குத்தெரு, கீழக்கொளத்தூர், திருமானூர், அரியலூர் 5) ந.நமேஷ், வைத்தியநாதபுரம், இலந்தைகூடம், அரியலூர் 6) ப.பிசாந்த், வடக்கு தெரு, சன்னாவூர், அரியலூர் 7) செ.விஜய், அம்பேத்கர் நகர், குலமாணிக்கம், அரியலூர்: [426, 1605, 813, 1744]
- section-heading: திருமானூர் மத்திய ஒன்றியம்: [499, 1326, 741, 1347]
- member-listing: அமைப்பாளர் - ஏ. பவன் குமார் கள்ளியத்தம்மன் கோயில் தெரு, தக்கோலம், இராணிப்பேட்டை: [7, 1123, 402, 1155]
- section-heading: திருமானூர் கிழக்கு ஒன்றியம்: [499, 1109, 741, 1130]
- member-listing: துணை அமைப்பாளர்கள் - 1) ரெ.நந்தகுமார் 177, சித்தூர் ரோடு, சோளிங்கர் இராணிப்பேட்டை 2) அ. அசிஃதுமார் 1/7, நாரைக்கிருஷ்ணா தெரு, சோளிங்கர் இராணிப்பேட்டை 3) கோ. மகாலட்சுமி கோபால் 168/1, பஜார் தெரு, சோளிங்கர் இராணிப்பேட்டை 4) வே.தர்ஷன் மார்க்கெட் தெரு, சோளிங்கர் இராணிப்பேட்டை 5) ரா.விஜய், 1/11, ராமசாமி பிள்ளை தெரு, சோளிங்கர், இராணிப்பேட்டை 6) ச.ஸ்ரீராம்கன் அஞ்சல் ஆபீஸ் தெரு, சோளிங்கர், இராணிப்பேட்டை: [7, 24, 402, 162]
- section-heading: ஆண்டிமடம் கிழக்கு ஒன்றியம்: [903, 1688, 1159, 1709]
- member-listing: அமைப்பாளர் - ப. ஜீவானந்தம் 17, ஒத்தவாடை தெரு, சுரியகுப்பம் நெமிலி, இராணிப்பேட்டை: [7, 1503, 402, 1535]
- section-heading: ஜெயங்கொண்டம் மேற்கு ஒன்றியம்: [470, 2027, 769, 2048]
- section-heading: ஆற்காடு நகரம்: [140, 879, 269, 899]
- member-listing: அமைப்பாளர் - வீ.பிரகாஷ், 123/1, மேல தெரு, ஆத்தி கோட்டை: [1249, 1950, 1637, 1983]
- section-heading: நெமிலி பேரூர்: [143, 1476, 266, 1497]
- member-listing: அமைப்பாளர் - இரா.சக்திவேல், முடிகொண்டான், மஞ்சுமேடு, அரியலூர் துணைச்செயலாளர்கள் - 1) ம.மகேந்திரன், மெயின் ரோடு, மேலவரன்ம், சாத்தமங்கலம், அரியலூர் 2) க. சூர்யா, காமராஜர் தெரு, காரைப்பாக்கம், அரியலூர் 3) க. செந்தமிழ்செல்வன், 1/6,வடக்குத்தெரு, முடிகொண்டான், அரியலூர் 4) ந. சிலம்பரசன், 2/272, தெற்குத் தெரு, சாத்தமங்கலம் திருமானூர், அரியலூர் 5) பா. பிரியங்கா, திருவள்ளுவர் தெரு, சமத்துவபுரம், வாரணவாசி, திருமானூர், அரியலூர் 6) அ.அருள்பிரகாஷ், நடுத்தெரு, வடுகபாளையம், திருமானூர், அரியலூர் 7) பா.அன்பரசன், மெயின் ரோடு, விரகாலூர், அரியலூர்: [426, 1353, 813, 1527]
- section-heading: ஜெயங்கொண்டம் மத்திய ஒன்றியம்: [880, 228, 1181, 249]
- member-listing: அமைப்பாளர் - ஆ.ஞானசேகரன், பாப்பாத்தி அம்மன் கோயில் தெரு, கோவில் எசனை, அரியலூர்: [426, 1567, 813, 1599]
- member-listing: துணை அமைப்பாளர்கள் - 1) ம. பல்லவராஜன், தெற்கு தெரு, வரதராஜன் பேட்டை, அரியலூர் 2) ஆ.வேதா ஷல்வின், ஆரோக்கியபுரம், வரதராஜன்பேட்டை, அரியலூர் 3) மா.மரியசெல்வம், மேட்டுக்குப்பம், வரதராஜன் பேட்டை, அரியலூர் 4) க.ஆகாஷ், மேட்டுக்குப்பம், வரதராஜன் பேட்டை, அரியலூர் 5) சி.சின்னப்பராஜ், மேலவெளி, வரதராஜன்பேட்டை, அரியலூர்: [1249, 1397, 1637, 1500]
- member-listing: அமைப்பாளர் - ச. கபிலேஷ் குமார், 7/ஜ, ஏகாம்பரநாதர் கோயில் தெரு, வாலாஜாப்பேட்டை, இராணிப்பேட்டை: [7, 455, 402, 487]
- member-listing: துணை அமைப்பாளர்கள் - 1) கோ. கார்த்திகேயன் 3/73, மாரியம்மன் கோயில் தெரு காவேரிப்பாக்கம், இராணிப்பேட்டை 2) த.காவிய பிரியா 20, கம்மாள தெரு காவேரிப்பாக்கம் இராணிப்பேட்டை 3) மு.சாம் ரத்தினம் எண்- 63 ஒத்தவாடை தெரு, காவேரிபாக்கம், இராணிப்பேட்டை 4) ர.ஜீவானந்தம், எண்-38, ஒத்தவாடத்தெரு காவேரிப்பாக்கம், இராணிப்பேட்டை 5) க. ரஞ்சித்குமார் எண்-4. உப்புமேட்டுத்தெரு காவேரிபாக்கம் இராணிப்பேட்டை: [7, 1342, 402, 1463]
- district-banner: அரியலூர் மாவட்டம்: [429, 447, 811, 483]
- section-heading: செந்துறை தெற்கு ஒன்றியம்: [1328, 464, 1558, 485]
- member-listing: துணை அமைப்பாளர்கள் - 1) கோ.வசந்தகுமார் மெயின்ரோடு, சின்னப்பட்டாக்காடு, அரியலூர் 2) பா. மோகன், மேலத்தெரு, கோமான், அரியலூர் 3) அ.குபேந்திரன், புதுத்தெரு, குருவாடி, அரியலூர் 4) ப.பரமசிவம், தெற்குத் தெரு, ஏலாக்குறிச்சி, அரியலூர் 5) ரா. சுப்ரமணி, மெயின்ரோடு, வி.குப்பணங்குறிச்சி, அரியலூர் 6) அ.அரவிந்த், நடுத் தெரு, அரங்குண்டி, அரியலூர் 7) ப.வீரபாண்டி, நடுத்தெரு, அழகியமணவாளன், அரியலூர் 8) சி.சிவா, தெற்கு தெரு, செட்டிகுழி, அரியலூர்: [426, 1174, 813, 1313]
